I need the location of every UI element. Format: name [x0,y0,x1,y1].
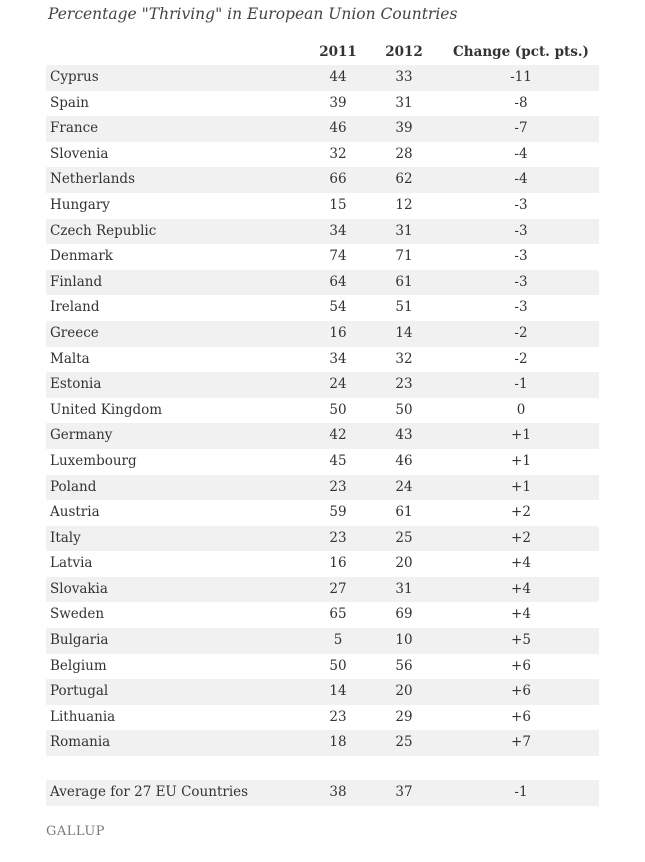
value-2012-cell: 50 [395,401,413,418]
value-2012-cell: 20 [395,555,413,572]
change-cell: +6 [511,708,531,725]
country-cell: Sweden [50,606,105,623]
country-cell: United Kingdom [50,401,163,418]
table-row [46,65,599,91]
value-2012-cell: 23 [395,376,413,393]
value-2012-cell: 24 [395,478,413,495]
value-2011-cell: 34 [329,350,347,367]
country-cell: Hungary [50,196,110,213]
change-cell: -4 [514,171,528,188]
table-row [46,679,599,705]
table-row [46,116,599,142]
value-2012-cell: 25 [395,734,413,751]
table-row [46,295,599,321]
value-2011-cell: 39 [329,94,347,111]
value-2011-cell: 59 [329,504,347,521]
value-2011-cell: 24 [329,376,347,393]
change-cell: -2 [514,324,528,341]
table-row [46,321,599,347]
country-cell: Slovakia [50,580,108,597]
change-cell: +2 [511,529,531,546]
value-2012-cell: 61 [395,273,413,290]
table-spacer [46,756,599,780]
table-row [46,91,599,117]
value-2012-cell: 51 [395,299,413,316]
value-2012-cell: 69 [395,606,413,623]
table-row [46,705,599,731]
value-2012-cell: 29 [395,708,413,725]
value-2012-cell: 14 [395,324,413,341]
country-cell: Bulgaria [50,632,109,649]
change-cell: +1 [511,478,531,495]
value-2012-cell: 56 [395,657,413,674]
value-2011-cell: 27 [329,580,347,597]
country-cell: Germany [50,427,113,444]
table-row [46,193,599,219]
country-cell: Latvia [50,555,93,572]
table-row [46,423,599,449]
country-cell: Netherlands [50,171,135,188]
value-2011-cell: 50 [329,401,347,418]
table-row [46,142,599,168]
table-row [46,500,599,526]
value-2012-cell: 32 [395,350,413,367]
value-2011-cell: 45 [329,452,347,469]
change-cell: -11 [510,69,532,85]
country-cell: Spain [50,94,89,111]
change-cell: -7 [514,120,528,137]
table-row [46,475,599,501]
gallup-logo: GALLUP [46,824,106,839]
average-row [46,780,599,806]
change-cell: +6 [511,657,531,674]
value-2011-cell: 64 [329,273,347,290]
value-2011-cell: 23 [329,529,347,546]
country-cell: Luxembourg [50,452,137,469]
country-cell: Denmark [50,248,113,265]
value-2011-cell: 23 [329,708,347,725]
change-cell: +7 [511,734,531,751]
change-cell: -3 [514,222,528,239]
value-2011-cell: 15 [329,196,347,213]
table-body [46,65,599,756]
value-2011-cell: 14 [329,683,347,700]
value-2012-cell: 12 [395,196,413,213]
value-2011-cell: 50 [329,657,347,674]
table-row [46,219,599,245]
change-cell: -3 [514,248,528,265]
table-row [46,628,599,654]
value-2012-cell: 62 [395,171,413,188]
change-cell: -8 [514,94,528,111]
change-cell: +1 [511,452,531,469]
value-2011-cell: 65 [329,606,347,623]
change-cell: +4 [511,555,531,572]
country-cell: Poland [50,478,97,495]
value-2012-cell: 28 [395,145,413,162]
value-2011-cell: 42 [329,427,347,444]
value-2012-cell: 25 [395,529,413,546]
change-cell: -3 [514,299,528,316]
value-2012-cell: 20 [395,683,413,700]
change-cell: +4 [511,606,531,623]
column-header-2012: 2012 [385,44,423,60]
value-2011-cell: 16 [329,555,347,572]
value-2011-cell: 66 [329,171,347,188]
country-cell: Austria [50,504,100,521]
country-cell: Slovenia [50,145,109,162]
country-cell: Portugal [50,683,109,700]
value-2011-cell: 32 [329,145,347,162]
table-row [46,730,599,756]
value-2011-cell: 46 [329,120,347,137]
value-2012-cell: 10 [395,632,413,649]
country-cell: Cyprus [50,69,99,85]
value-2011-cell: 5 [333,632,343,649]
value-2012-cell: 31 [395,222,413,239]
table-row [46,244,599,270]
change-cell: -3 [514,196,528,213]
value-2011-cell: 23 [329,478,347,495]
value-2012-cell: 39 [395,120,413,137]
country-cell: Ireland [50,299,100,316]
country-cell: Romania [50,734,111,751]
change-cell: +5 [511,632,531,649]
table-row [46,449,599,475]
value-2012-cell: 43 [395,427,413,444]
change-cell: -4 [514,145,528,162]
country-cell: Malta [50,350,90,367]
table-row [46,167,599,193]
value-2012-cell: 61 [395,504,413,521]
value-2012-cell: 46 [395,452,413,469]
value-2011-cell: 34 [329,222,347,239]
table-header [46,40,599,65]
table-row [46,577,599,603]
average-change: -1 [514,784,528,801]
value-2011-cell: 16 [329,324,347,341]
table-row [46,372,599,398]
country-cell: Estonia [50,376,102,393]
change-cell: 0 [516,401,526,418]
change-cell: +4 [511,580,531,597]
country-cell: France [50,120,99,137]
country-cell: Finland [50,273,103,290]
value-2011-cell: 18 [329,734,347,751]
table-row [46,398,599,424]
country-cell: Czech Republic [50,222,157,239]
table-row [46,602,599,628]
table-row [46,654,599,680]
table-row [46,270,599,296]
value-2011-cell: 54 [329,299,347,316]
table-row [46,347,599,373]
average-2012: 37 [395,784,413,801]
change-cell: +2 [511,504,531,521]
change-cell: +1 [511,427,531,444]
table-row [46,526,599,552]
average-2011: 38 [329,784,347,801]
country-cell: Greece [50,324,99,341]
change-cell: -3 [514,273,528,290]
change-cell: -2 [514,350,528,367]
column-header-change: Change (pct. pts.) [453,44,589,60]
average-label: Average for 27 EU Countries [50,784,249,801]
value-2012-cell: 33 [395,69,413,85]
column-header-2011: 2011 [319,44,357,60]
change-cell: -1 [514,376,528,393]
change-cell: +6 [511,683,531,700]
chart-title: Percentage "Thriving" in European Union Countries [48,5,458,23]
value-2012-cell: 31 [395,94,413,111]
country-cell: Belgium [50,657,107,674]
data-table [46,40,599,806]
value-2011-cell: 44 [329,69,347,85]
value-2012-cell: 31 [395,580,413,597]
value-2011-cell: 74 [329,248,347,265]
country-cell: Lithuania [50,708,116,725]
country-cell: Italy [50,529,81,546]
table-row [46,551,599,577]
value-2012-cell: 71 [395,248,413,265]
